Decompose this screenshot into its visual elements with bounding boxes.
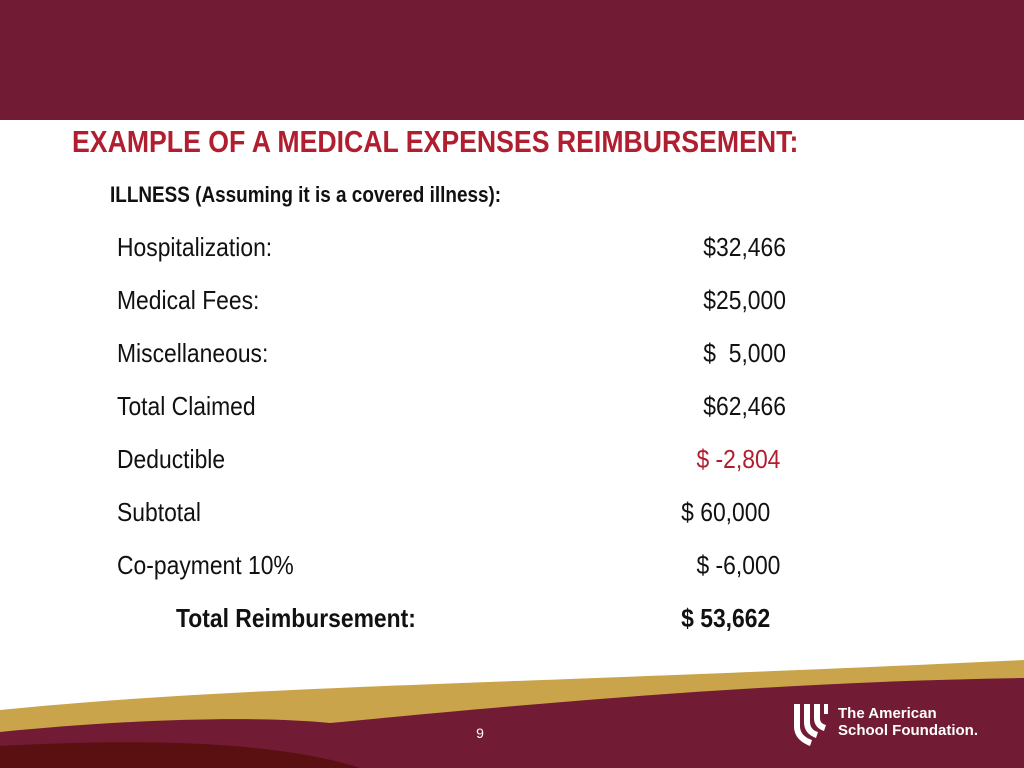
row-value-co-payment: $ -6,000 bbox=[696, 550, 780, 580]
row-label-subtotal: Subtotal bbox=[117, 497, 201, 527]
row-label-total-claimed: Total Claimed bbox=[117, 391, 256, 421]
row-value-deductible: $ -2,804 bbox=[696, 444, 780, 474]
row-label-co-payment: Co-payment 10% bbox=[117, 550, 294, 580]
row-value-total-reimbursement: $ 53,662 bbox=[680, 603, 770, 633]
row-label-hospitalization: Hospitalization: bbox=[117, 232, 273, 262]
row-label-medical-fees: Medical Fees: bbox=[117, 285, 260, 315]
row-value-subtotal: $ 60,000 bbox=[680, 497, 770, 527]
row-value-hospitalization: $32,466 bbox=[703, 232, 786, 262]
row-label-deductible: Deductible bbox=[117, 444, 226, 474]
logo-wordmark bbox=[838, 705, 978, 739]
logo-line-1: The American bbox=[838, 705, 937, 722]
header-band bbox=[0, 0, 1024, 120]
row-value-miscellaneous: $ 5,000 bbox=[703, 338, 786, 368]
logo-line-2: School Foundation. bbox=[838, 722, 978, 739]
row-label-total-reimbursement: Total Reimbursement: bbox=[176, 603, 416, 633]
slide-subtitle: ILLNESS (Assuming it is a covered illness): bbox=[110, 182, 502, 207]
row-value-medical-fees: $25,000 bbox=[703, 285, 786, 315]
row-label-miscellaneous: Miscellaneous: bbox=[117, 338, 269, 368]
row-value-total-claimed: $62,466 bbox=[703, 391, 786, 421]
slide-title: EXAMPLE OF A MEDICAL EXPENSES REIMBURSEMENT: bbox=[72, 124, 799, 159]
asf-shield-logo-icon bbox=[790, 700, 830, 748]
page-number: 9 bbox=[476, 725, 484, 741]
